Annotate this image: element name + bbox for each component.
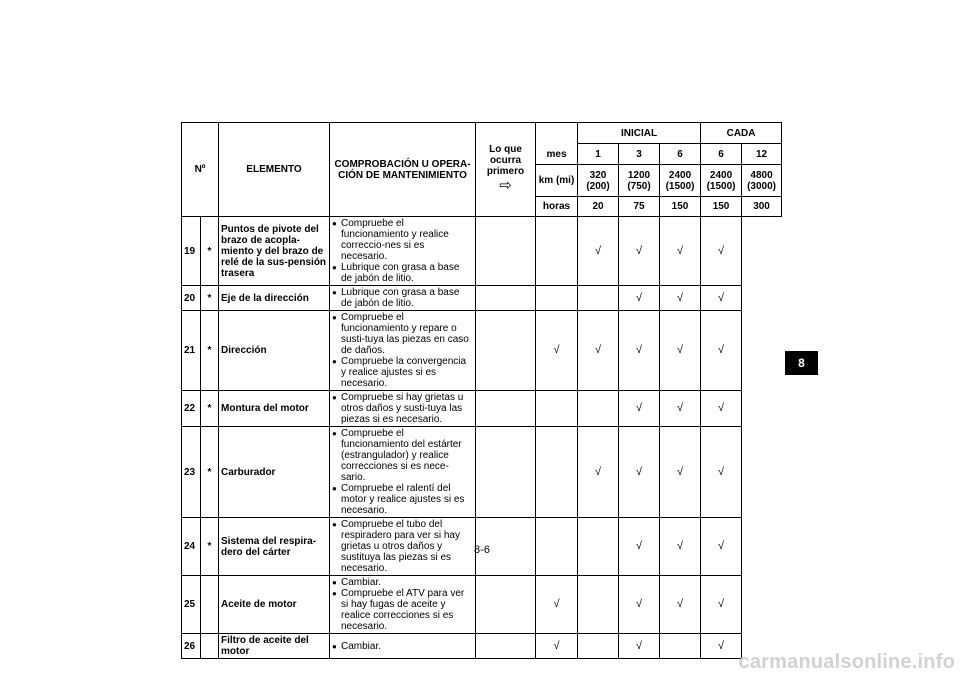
row-primero (476, 391, 536, 427)
check-mark: √ (619, 286, 660, 311)
header-horas: horas (536, 197, 578, 217)
check-mark: √ (619, 391, 660, 427)
check-mark (536, 391, 578, 427)
section-tab: 8 (785, 351, 818, 375)
table-row (182, 576, 782, 634)
check-mark (536, 286, 578, 311)
bullet-item (332, 312, 473, 356)
table-row (182, 286, 782, 311)
bullet-text: Compruebe si hay grietas u otros daños y susti-tuya las piezas si es necesario. (341, 392, 464, 425)
table-row (182, 427, 782, 518)
bullet-text: Compruebe el funcionamiento del estárter (estrangulador) y realice correcciones si es nece-sario. (341, 428, 462, 483)
check-mark: √ (701, 286, 742, 311)
bullet-icon: ● (332, 641, 337, 651)
bullet-item (332, 577, 473, 588)
asterisk-marker: * (201, 427, 219, 518)
bullet-text: Compruebe el funcionamiento y realice correccio-nes si es necesario. (341, 218, 449, 262)
check-mark: √ (536, 634, 578, 659)
bullet-text: Cambiar. (341, 577, 382, 588)
bullet-icon: ● (332, 520, 337, 529)
bullet-text: Compruebe el tubo del respiradero para ver si hay grietas u otros daños y sustituya las piezas si es necesario. (341, 519, 460, 574)
check-mark (536, 427, 578, 518)
check-mark: √ (619, 518, 660, 576)
check-mark (578, 518, 619, 576)
row-comprobacion (330, 311, 476, 391)
check-mark: √ (536, 576, 578, 634)
km-value: 1200 (750) (619, 165, 660, 197)
row-primero (476, 634, 536, 659)
mes-value: 1 (578, 144, 619, 165)
bullet-item (332, 428, 473, 483)
row-number: 25 (182, 576, 201, 634)
check-mark: √ (660, 391, 701, 427)
asterisk-marker: * (201, 518, 219, 576)
header-no: Nº (182, 123, 219, 217)
header-inicial: INICIAL (578, 123, 701, 144)
page-number: 8-6 (474, 544, 490, 556)
row-comprobacion (330, 217, 476, 286)
header-km: km (mi) (536, 165, 578, 197)
row-comprobacion (330, 576, 476, 634)
asterisk-marker: * (201, 286, 219, 311)
bullet-item (332, 483, 473, 516)
row-primero (476, 311, 536, 391)
row-primero (476, 576, 536, 634)
check-mark: √ (660, 217, 701, 286)
check-mark: √ (619, 634, 660, 659)
km-value: 4800 (3000) (742, 165, 782, 197)
row-elemento: Carburador (219, 427, 330, 518)
row-comprobacion (330, 391, 476, 427)
row-comprobacion (330, 518, 476, 576)
check-mark: √ (619, 576, 660, 634)
bullet-icon: ● (332, 263, 337, 272)
bullet-item (332, 262, 473, 284)
horas-value: 75 (619, 197, 660, 217)
check-mark: √ (536, 311, 578, 391)
bullet-icon: ● (332, 219, 337, 228)
check-mark (578, 286, 619, 311)
maintenance-table (181, 122, 782, 659)
check-mark: √ (619, 217, 660, 286)
check-mark: √ (660, 576, 701, 634)
bullet-icon: ● (332, 484, 337, 493)
header-elemento: ELEMENTO (219, 123, 330, 217)
km-value: 2400 (1500) (701, 165, 742, 197)
check-mark: √ (701, 518, 742, 576)
bullet-text: Lubrique con grasa a base de jabón de litio. (341, 262, 460, 284)
check-mark: √ (701, 217, 742, 286)
asterisk-marker: * (201, 217, 219, 286)
check-mark (536, 217, 578, 286)
check-mark (536, 518, 578, 576)
row-primero (476, 286, 536, 311)
row-elemento: Aceite de motor (219, 576, 330, 634)
bullet-text: Compruebe el ATV para ver si hay fugas de aceite y realice correcciones si es necesario. (341, 588, 465, 632)
header-cada: CADA (701, 123, 782, 144)
right-arrow-icon: ⇨ (499, 177, 512, 194)
row-elemento: Puntos de pivote del brazo de acopla-miento y del brazo de relé de la sus-pensión trasera (219, 217, 330, 286)
row-number: 20 (182, 286, 201, 311)
check-mark: √ (578, 427, 619, 518)
row-elemento: Eje de la dirección (219, 286, 330, 311)
bullet-item (332, 287, 473, 309)
row-comprobacion (330, 634, 476, 659)
header-blank (536, 123, 578, 144)
bullet-icon: ● (332, 578, 337, 587)
check-mark: √ (701, 311, 742, 391)
bullet-item (332, 519, 473, 574)
header-mes: mes (536, 144, 578, 165)
check-mark: √ (660, 427, 701, 518)
header-primero-label: Lo que ocurra primero (486, 144, 525, 177)
bullet-item (332, 641, 473, 652)
bullet-text: Cambiar. (341, 640, 382, 652)
row-comprobacion (330, 427, 476, 518)
row-elemento: Sistema del respira-dero del cárter (219, 518, 330, 576)
table-row (182, 311, 782, 391)
horas-value: 300 (742, 197, 782, 217)
asterisk-marker (201, 634, 219, 659)
bullet-item (332, 218, 473, 262)
km-value: 320 (200) (578, 165, 619, 197)
check-mark: √ (701, 634, 742, 659)
row-number: 21 (182, 311, 201, 391)
check-mark: √ (660, 286, 701, 311)
row-number: 24 (182, 518, 201, 576)
check-mark: √ (660, 518, 701, 576)
table-row (182, 217, 782, 286)
row-primero (476, 217, 536, 286)
bullet-item (332, 588, 473, 632)
horas-value: 150 (660, 197, 701, 217)
header-comprobacion: COMPROBACIÓN U OPERA-CIÓN DE MANTENIMIENTO (330, 123, 476, 217)
check-mark: √ (660, 311, 701, 391)
check-mark: √ (701, 391, 742, 427)
row-elemento: Filtro de aceite del motor (219, 634, 330, 659)
row-primero (476, 427, 536, 518)
header-primero (476, 123, 536, 217)
check-mark (578, 391, 619, 427)
check-mark: √ (578, 311, 619, 391)
check-mark: √ (701, 427, 742, 518)
bullet-icon: ● (332, 357, 337, 366)
bullet-icon: ● (332, 288, 337, 297)
horas-value: 150 (701, 197, 742, 217)
bullet-icon: ● (332, 313, 337, 322)
row-number: 22 (182, 391, 201, 427)
bullet-icon: ● (332, 429, 337, 438)
bullet-text: Compruebe la convergencia y realice ajustes si es necesario. (341, 356, 467, 389)
asterisk-marker: * (201, 311, 219, 391)
bullet-icon: ● (332, 589, 337, 598)
bullet-icon: ● (332, 393, 337, 402)
bullet-text: Lubrique con grasa a base de jabón de litio. (341, 287, 460, 309)
horas-value: 20 (578, 197, 619, 217)
bullet-item (332, 356, 473, 389)
bullet-item (332, 392, 473, 425)
asterisk-marker: * (201, 391, 219, 427)
bullet-text: Compruebe el ralentí del motor y realice ajustes si es necesario. (341, 483, 465, 516)
check-mark: √ (701, 576, 742, 634)
mes-value: 6 (701, 144, 742, 165)
check-mark: √ (619, 427, 660, 518)
mes-value: 6 (660, 144, 701, 165)
row-elemento: Montura del motor (219, 391, 330, 427)
check-mark: √ (578, 217, 619, 286)
row-number: 26 (182, 634, 201, 659)
km-value: 2400 (1500) (660, 165, 701, 197)
check-mark (578, 576, 619, 634)
row-number: 19 (182, 217, 201, 286)
mes-value: 12 (742, 144, 782, 165)
row-number: 23 (182, 427, 201, 518)
row-elemento: Dirección (219, 311, 330, 391)
asterisk-marker (201, 576, 219, 634)
watermark: carmanualsonline.info (738, 651, 955, 673)
table-row (182, 391, 782, 427)
row-comprobacion (330, 286, 476, 311)
check-mark: √ (619, 311, 660, 391)
mes-value: 3 (619, 144, 660, 165)
bullet-text: Compruebe el funcionamiento y repare o susti-tuya las piezas en caso de daños. (341, 312, 469, 356)
